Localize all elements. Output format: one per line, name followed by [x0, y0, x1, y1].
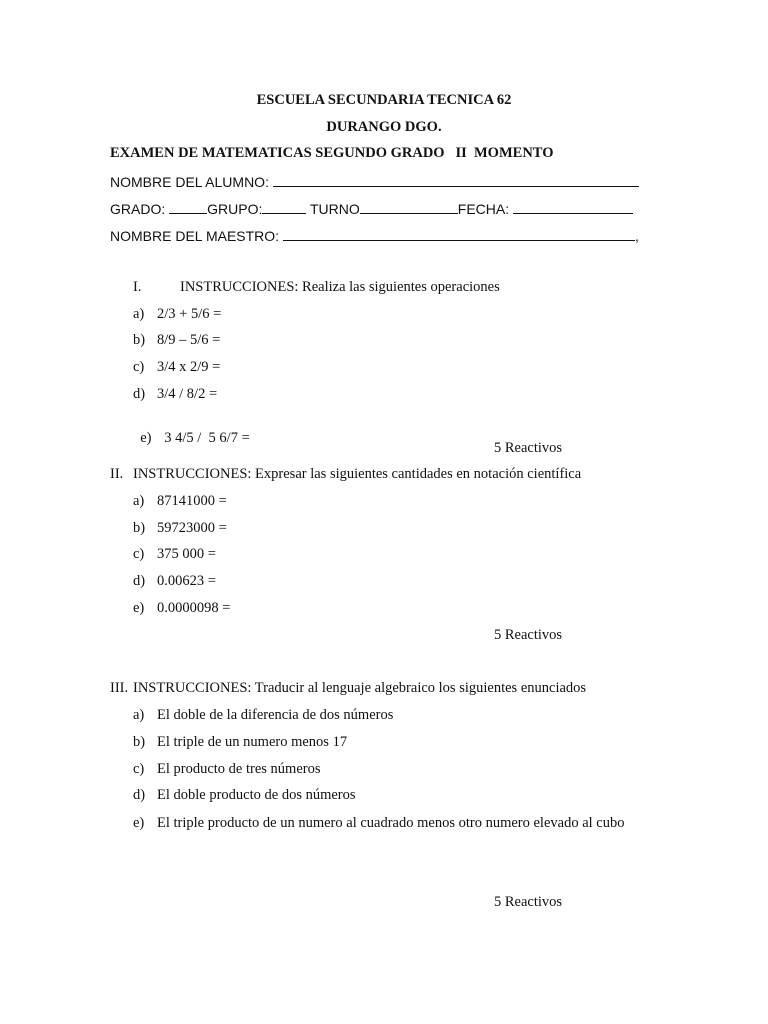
item-marker: b): [133, 332, 146, 348]
section-1-instruction: INSTRUCCIONES: Realiza las siguientes operaciones: [180, 279, 500, 295]
item-text: 3/4 / 8/2 =: [157, 386, 218, 402]
list-item: [133, 761, 321, 778]
teacher-trailing: ,: [634, 228, 639, 244]
list-item: [133, 493, 227, 510]
item-text: El producto de tres números: [157, 761, 321, 777]
item-marker: a): [133, 306, 145, 322]
item-text: 0.0000098 =: [157, 600, 231, 616]
section-1-count: 5 Reactivos: [494, 440, 563, 456]
group-label: GRUPO:: [207, 201, 263, 217]
list-item: [133, 359, 220, 376]
section-3-numeral: III.: [110, 680, 129, 696]
item-text: 2/3 + 5/6 =: [157, 306, 222, 322]
list-item: [133, 815, 624, 832]
item-marker: d): [133, 787, 146, 803]
item-marker: e): [140, 430, 152, 446]
item-text: 8/9 – 5/6 =: [157, 332, 221, 348]
grade-row: [110, 199, 633, 217]
student-name-field[interactable]: [273, 172, 639, 187]
item-marker: c): [133, 761, 145, 777]
item-marker: a): [133, 707, 145, 723]
list-item: [133, 306, 221, 323]
school-name: ESCUELA SECUNDARIA TECNICA 62: [256, 92, 512, 108]
list-item: [133, 600, 230, 617]
item-text: 3/4 x 2/9 =: [157, 359, 221, 375]
list-item: [133, 332, 220, 349]
item-marker: c): [133, 546, 145, 562]
shift-field[interactable]: [360, 199, 458, 214]
list-item: [133, 386, 217, 403]
shift-label: TURNO: [310, 201, 360, 217]
item-marker: e): [133, 600, 145, 616]
date-field[interactable]: [513, 199, 633, 214]
item-text: El doble de la diferencia de dos números: [157, 707, 394, 723]
item-marker: d): [133, 386, 146, 402]
item-text: El triple de un numero menos 17: [157, 734, 348, 750]
student-name-label: NOMBRE DEL ALUMNO:: [110, 174, 269, 190]
grade-label: GRADO:: [110, 201, 166, 217]
item-text: El doble producto de dos números: [157, 787, 356, 803]
item-text: 375 000 =: [157, 546, 216, 562]
teacher-name-label: NOMBRE DEL MAESTRO:: [110, 228, 280, 244]
item-text: 3 4/5 / 5 6/7 =: [164, 430, 250, 446]
item-marker: e): [133, 815, 145, 831]
list-item: [133, 520, 227, 537]
teacher-name-field[interactable]: [283, 226, 635, 241]
item-text: El triple producto de un numero al cuadrado menos otro numero elevado al cubo: [157, 815, 625, 831]
section-3-instruction: INSTRUCCIONES: Traducir al lenguaje algebraico los siguientes enunciados: [133, 680, 587, 696]
item-text: 59723000 =: [157, 520, 227, 536]
section-1-numeral: I.: [133, 279, 142, 295]
item-text: 87141000 =: [157, 493, 227, 509]
item-marker: c): [133, 359, 145, 375]
grade-field[interactable]: [169, 199, 207, 214]
list-item: [133, 413, 250, 447]
section-2-count: 5 Reactivos: [494, 627, 563, 643]
section-2-instruction: INSTRUCCIONES: Expresar las siguientes cantidades en notación científica: [133, 466, 582, 482]
item-text: 0.00623 =: [157, 573, 216, 589]
student-name-row: [110, 172, 639, 190]
exam-title: EXAMEN DE MATEMATICAS SEGUNDO GRADO II MOMENTO: [110, 145, 554, 161]
teacher-name-row: [110, 226, 639, 244]
item-marker: b): [133, 734, 146, 750]
item-marker: b): [133, 520, 146, 536]
city-name: DURANGO DGO.: [326, 119, 442, 135]
list-item: [133, 707, 393, 724]
item-marker: d): [133, 573, 146, 589]
section-3-count: 5 Reactivos: [494, 894, 563, 910]
list-item: [133, 546, 216, 563]
group-field[interactable]: [262, 199, 306, 214]
date-label: FECHA:: [457, 201, 510, 217]
section-2-numeral: II.: [110, 466, 124, 482]
list-item: [133, 573, 216, 590]
list-item: [133, 787, 356, 804]
list-item: [133, 734, 347, 751]
item-marker: a): [133, 493, 145, 509]
